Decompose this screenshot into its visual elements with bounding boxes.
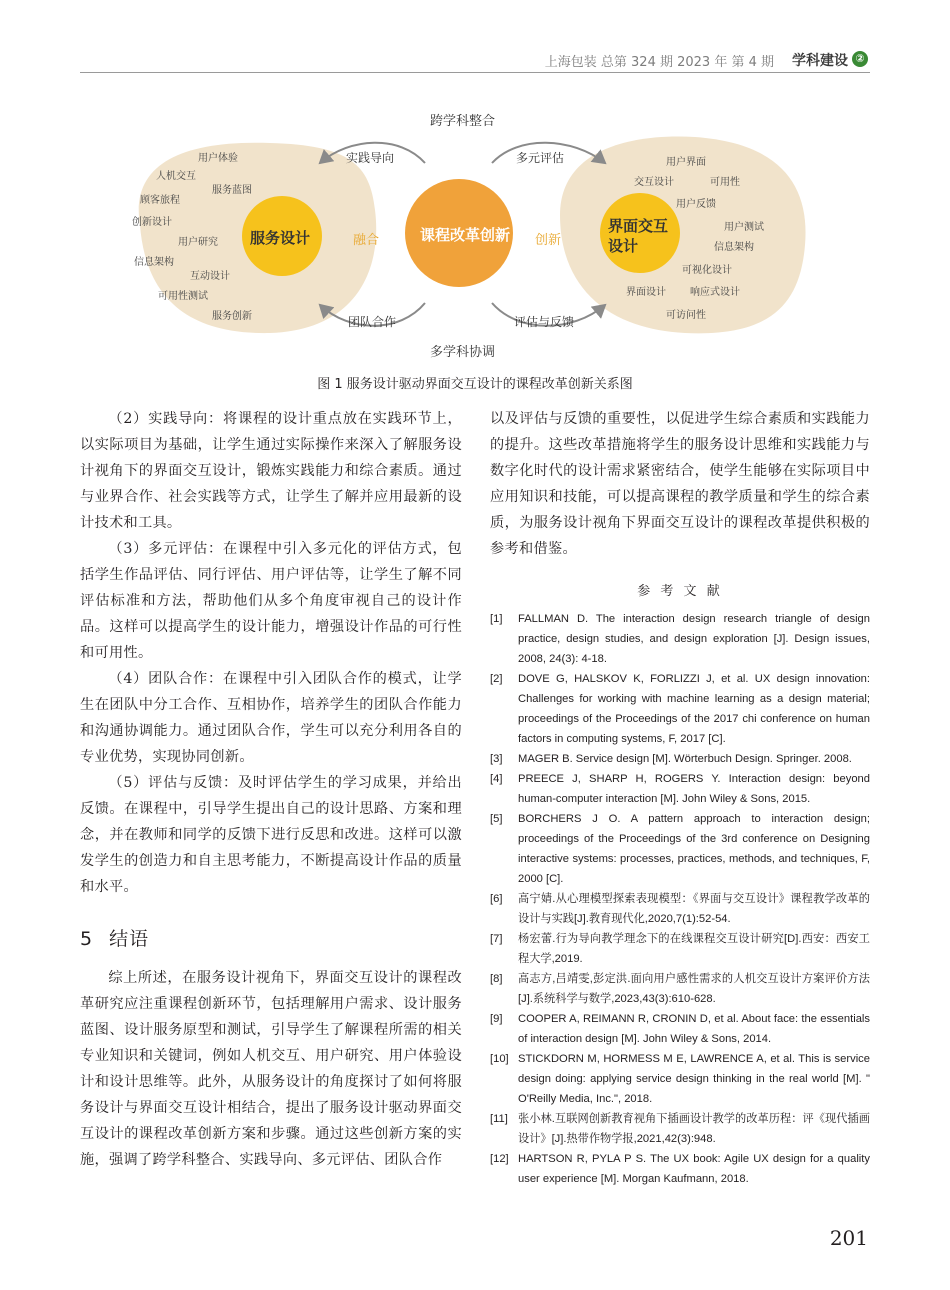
reference-item <box>490 669 870 749</box>
right-keyword: 用户测试 <box>724 222 764 233</box>
left-keyword: 顾客旅程 <box>140 195 180 206</box>
reference-number: [9] <box>490 1013 503 1025</box>
reference-item <box>490 929 870 969</box>
right-keyword: 可用性 <box>710 177 740 188</box>
paragraph: （4）团队合作：在课程中引入团队合作的模式，让学生在团队中分工合作、互相协作，培养学生的团队合作能力和沟通协调能力。通过团队合作，学生可以充分利用各自的专业优势，实现协同创新。 <box>80 671 462 765</box>
label-arrow-bottom-right: 评估与反馈 <box>514 315 575 329</box>
label-top: 跨学科整合 <box>430 114 496 129</box>
page-number: 201 <box>829 1226 868 1250</box>
reference-number: [11] <box>490 1113 508 1125</box>
label-service-design: 服务设计 <box>250 229 311 247</box>
right-keyword: 信息架构 <box>714 242 754 253</box>
right-keyword: 可视化设计 <box>682 265 732 276</box>
paragraph: （5）评估与反馈：及时评估学生的学习成果，并给出反馈。在课程中，引导学生提出自己的设计思路、方案和理念，并在教师和同学的反馈下进行反思和改进。这样可以激发学生的创造力和自主思考能力，不断提高设计作品的质量和水平。 <box>80 775 462 895</box>
reference-text: 张小林.互联网创新教育视角下插画设计教学的改革历程：评《现代插画设计》[J].热带作物学报,2021,42(3):948. <box>518 1113 870 1145</box>
paragraph: （2）实践导向：将课程的设计重点放在实践环节上，以实际项目为基础，让学生通过实际操作来深入了解服务设计视角下的界面交互设计，锻炼实践能力和综合素质。通过与业界合作、社会实践等方式，让学生了解并应用最新的设计技术和工具。 <box>80 411 462 531</box>
reference-number: [7] <box>490 933 503 945</box>
label-arrow-top-left: 实践导向 <box>346 151 395 165</box>
reference-text: 杨宏蕾.行为导向教学理念下的在线课程交互设计研究[D].西安：西安工程大学,2019. <box>518 933 870 965</box>
left-keyword: 信息架构 <box>134 257 174 268</box>
reference-list <box>490 609 870 1189</box>
reference-item <box>490 769 870 809</box>
reference-item <box>490 1149 870 1189</box>
reference-item <box>490 1049 870 1109</box>
label-center: 课程改革创新 <box>420 226 511 244</box>
right-column <box>490 406 870 1189</box>
reference-text: BORCHERS J O. A pattern approach to interaction design; proceedings of the Proceedings of the 3rd conference on Designing interactive systems: processes, practices, methods, and techniques, F, 2000 [C]. <box>518 813 870 885</box>
reference-text: FALLMAN D. The interaction design research triangle of design practice, design studies, and design exploration [J]. Design issues, 2008, 24(3): 4-18. <box>518 613 870 665</box>
figure-1 <box>120 105 820 365</box>
reference-text: MAGER B. Service design [M]. Wörterbuch Design. Springer. 2008. <box>518 753 852 765</box>
journal-info: 上海包装 总第 324 期 2023 年 第 4 期 <box>544 55 774 70</box>
label-fuse: 融合 <box>353 233 380 248</box>
reference-text: HARTSON R, PYLA P S. The UX book: Agile UX design for a quality user experience [M]. Morgan Kaufmann, 2018. <box>518 1153 870 1185</box>
left-column <box>80 406 462 1173</box>
reference-number: [12] <box>490 1153 509 1165</box>
reference-item <box>490 609 870 669</box>
reference-number: [1] <box>490 613 503 625</box>
label-arrow-bottom-left: 团队合作 <box>348 315 397 329</box>
left-keyword: 用户研究 <box>178 237 218 248</box>
reference-item <box>490 969 870 1009</box>
reference-item <box>490 889 870 929</box>
reference-number: [6] <box>490 893 503 905</box>
section-label: 学科建设 <box>792 53 848 69</box>
reference-text: DOVE G, HALSKOV K, FORLIZZI J, et al. UX design innovation: Challenges for working with machine learning as a design material; proceedings of the Proceedings of the 2017 chi conference on human factors in computing systems, F, 2017 [C]. <box>518 673 870 745</box>
section-title: 结语 <box>109 928 150 950</box>
reference-text: STICKDORN M, HORMESS M E, LAWRENCE A, et al. This is service design doing: applying service design thinking in the real world [M]. " O'Reilly Media, Inc.", 2018. <box>518 1053 870 1105</box>
label-arrow-top-right: 多元评估 <box>516 151 565 165</box>
reference-text: PREECE J, SHARP H, ROGERS Y. Interaction design: beyond human-computer interaction [M]. John Wiley & Sons, 2015. <box>518 773 870 805</box>
section-number: 5 <box>80 928 94 950</box>
left-keyword: 用户体验 <box>198 153 238 164</box>
section-number-icon: ② <box>852 51 868 67</box>
label-interface-2: 设计 <box>608 237 639 255</box>
label-bottom: 多学科协调 <box>430 345 496 360</box>
right-keyword: 可访问性 <box>666 310 706 321</box>
label-interface-1: 界面交互 <box>608 217 669 235</box>
reference-text: 高宁婧.从心理模型探索表现模型：《界面与交互设计》课程教学改革的设计与实践[J].教育现代化,2020,7(1):52-54. <box>518 893 870 925</box>
left-keyword: 互动设计 <box>190 271 230 282</box>
left-keyword: 人机交互 <box>156 171 196 182</box>
left-keyword: 服务创新 <box>212 311 252 322</box>
reference-number: [3] <box>490 753 503 765</box>
left-keyword: 可用性测试 <box>158 291 208 302</box>
reference-number: [5] <box>490 813 503 825</box>
reference-text: 高志方,吕靖雯,彭定洪.面向用户感性需求的人机交互设计方案评价方法[J].系统科学与数学,2023,43(3):610-628. <box>518 973 870 1005</box>
conclusion-paragraph: 综上所述，在服务设计视角下，界面交互设计的课程改革研究应注重课程创新环节，包括理解用户需求、设计服务蓝图、设计服务原型和测试，引导学生了解课程所需的相关专业知识和关键词，例如人机交互、用户研究、用户体验设计和设计思维等。此外，从服务设计的角度探讨了如何将服务设计与界面交互设计相结合，提出了服务设计驱动界面交互设计的课程改革创新方案和步骤。通过这些创新方案的实施，强调了跨学科整合、实践导向、多元评估、团队合作 <box>80 970 462 1168</box>
right-keyword: 用户界面 <box>666 157 706 168</box>
references-heading: 参 考 文 献 <box>637 584 723 599</box>
running-header <box>80 50 870 73</box>
reference-item <box>490 1009 870 1049</box>
right-keyword: 界面设计 <box>626 287 666 298</box>
label-innovate: 创新 <box>535 233 562 248</box>
right-keyword: 交互设计 <box>634 177 674 188</box>
reference-text: COOPER A, REIMANN R, CRONIN D, et al. About face: the essentials of interaction design [M]. John Wiley & Sons, 2014. <box>518 1013 870 1045</box>
left-keyword: 创新设计 <box>132 217 172 228</box>
reference-number: [4] <box>490 773 503 785</box>
left-keyword: 服务蓝图 <box>212 185 252 196</box>
reference-item <box>490 809 870 889</box>
right-keyword: 用户反馈 <box>676 199 716 210</box>
continuation-paragraph: 以及评估与反馈的重要性，以促进学生综合素质和实践能力的提升。这些改革措施将学生的服务设计思维和实践能力与数字化时代的设计需求紧密结合，使学生能够在实际项目中应用知识和技能，可以提高课程的教学质量和学生的综合素质，为服务设计视角下界面交互设计的课程改革提供积极的参考和借鉴。 <box>490 411 870 557</box>
reference-item <box>490 749 870 769</box>
right-keyword: 响应式设计 <box>690 287 740 298</box>
reference-number: [8] <box>490 973 503 985</box>
paragraph: （3）多元评估：在课程中引入多元化的评估方式，包括学生作品评估、同行评估、用户评估等，让学生了解不同评估标准和方法，帮助他们从多个角度审视自己的设计作品。这样可以提高学生的设计能力，增强设计作品的可行性和可用性。 <box>80 541 462 661</box>
reference-item <box>490 1109 870 1149</box>
reference-number: [2] <box>490 673 503 685</box>
figure-caption: 图 1 服务设计驱动界面交互设计的课程改革创新关系图 <box>317 377 633 392</box>
section-heading <box>80 924 462 951</box>
reference-number: [10] <box>490 1053 509 1065</box>
